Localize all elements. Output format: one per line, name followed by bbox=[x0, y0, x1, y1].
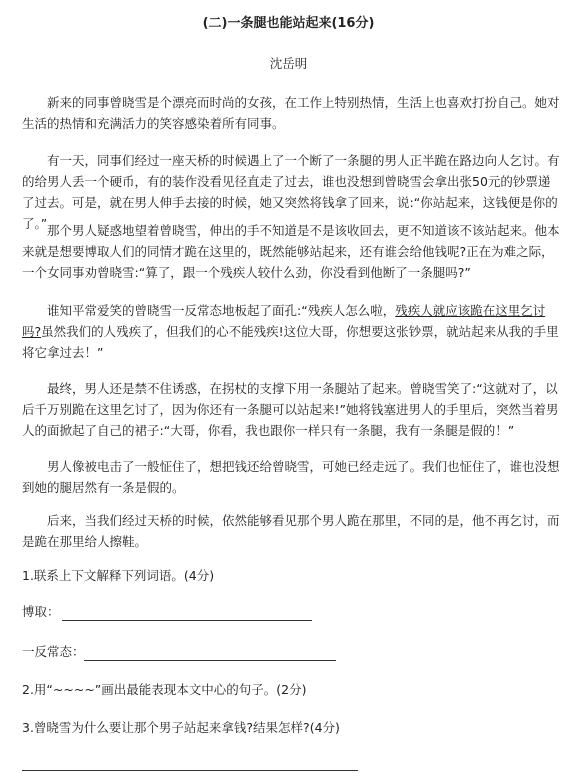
paragraph-4 bbox=[22, 300, 562, 363]
article-author: 沈岳明 bbox=[269, 56, 308, 71]
paragraph-5: 最终，男人还是禁不住诱惑，在拐杖的支撑下用一条腿站了起来。曾晓雪笑了:“这就对了，以后千万别跪在这里乞讨了，因为你还有一条腿可以站起来!”她将钱塞进男人的手里后，突然当着男人的面掀起了自己的裙子:“大哥，你看，我也跟你一样只有一条腿，我有一条腿是假的！” bbox=[22, 381, 559, 438]
answer-line-1a[interactable] bbox=[62, 620, 312, 621]
paragraph-6: 男人像被电击了一般怔住了，想把钱还给曾晓雪，可她已经走远了。我们也怔住了，谁也没想到她的腿居然有一条是假的。 bbox=[22, 459, 560, 495]
paragraph-2: 有一天，同事们经过一座天桥的时候遇上了一个断了一条腿的男人正半跪在路边向人乞讨。有的给男人丢一个硬币，有的装作没看见径直走了过去，谁也没想到曾晓雪会拿出张50元的钞票递了过去。可是，就在男人伸手去接的时候，她又突然将钱拿了回来，说:“你站起来，这钱便是你的了。” bbox=[22, 153, 560, 231]
question-3: 3.曾晓雪为什么要让那个男子站起来拿钱?结果怎样?(4分) bbox=[22, 720, 340, 735]
paragraph-4-part-1: 谁知平常爱笑的曾晓雪一反常态地板起了面孔:“残疾人怎么啦， bbox=[47, 303, 396, 318]
question-2: 2.用“~~~~”画出最能表现本文中心的句子。(2分) bbox=[22, 682, 307, 697]
paragraph-4-part-2: 虽然我们的人残疾了，但我们的心不能残疾!这位大哥，你想要这张钞票，就站起来从我的手里将它拿过去！” bbox=[22, 324, 559, 360]
paragraph-1: 新来的同事曾晓雪是个漂亮而时尚的女孩，在工作上特别热情，生活上也喜欢打扮自己。她对生活的热情和充满活力的笑容感染着所有同事。 bbox=[22, 95, 560, 131]
article-title: (二)一条腿也能站起来(16分) bbox=[202, 16, 375, 31]
answer-line-1b[interactable] bbox=[84, 660, 336, 661]
question-1b-label: 一反常态： bbox=[22, 644, 85, 659]
question-1a-label: 博取： bbox=[22, 604, 60, 619]
paragraph-7: 后来，当我们经过天桥的时候，依然能够看见那个男人跪在那里，不同的是，他不再乞讨，而是跪在那里给人擦鞋。 bbox=[22, 513, 560, 549]
question-1: 1.联系上下文解释下列词语。(4分) bbox=[22, 568, 215, 583]
paragraph-3: 那个男人疑惑地望着曾晓雪，伸出的手不知道是不是该收回去，更不知道该不该站起来。他本来就是想要博取人们的同情才跪在这里的，既然能够站起来，还有谁会给他钱呢?正在为难之际，一个女同事劝曾晓雪:“算了，跟一个残疾人较什么劲，你没看到他断了一条腿吗?” bbox=[22, 223, 560, 280]
answer-line-3[interactable] bbox=[22, 770, 358, 771]
underlined-sentence: 残疾人就应该跪在这里乞讨吗? bbox=[22, 303, 546, 339]
